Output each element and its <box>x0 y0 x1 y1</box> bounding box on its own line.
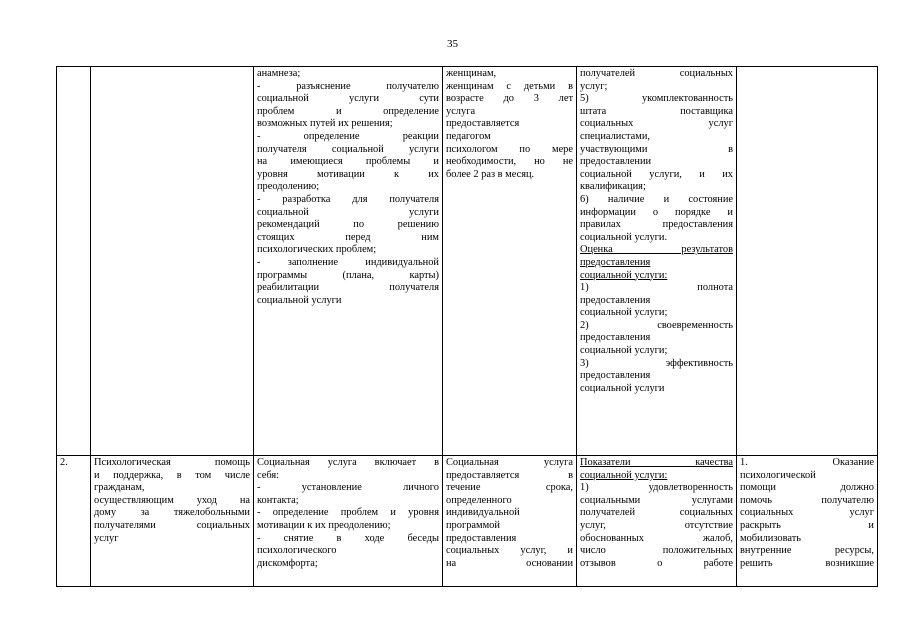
text-line: - установление личного <box>257 482 439 494</box>
text-line: психологом по мере <box>446 143 573 155</box>
cell-service-name <box>91 67 254 456</box>
cell-quality-indicators <box>577 67 737 456</box>
text-line: 6) наличие и состояние <box>580 193 733 205</box>
text-line: услуга <box>446 105 476 117</box>
text-line: программы (плана, карты) <box>257 269 439 281</box>
text-line: социальной услуги; <box>580 307 668 319</box>
text-line: число положительных <box>580 545 733 557</box>
text-line: Показатели качества <box>580 457 733 468</box>
text-line: социальной услуги, и их <box>580 168 733 180</box>
cell-conditions <box>737 456 878 587</box>
text-line: дискомфорта; <box>257 557 318 569</box>
text-line: социальными услугами <box>580 494 733 506</box>
services-table <box>56 66 878 587</box>
text-line: предоставляется в <box>446 469 573 481</box>
text-line: социальной услуги <box>257 206 439 218</box>
text-line: получателя социальной услуги <box>257 143 439 155</box>
text-line: и поддержка, в том числе <box>94 469 250 481</box>
cell-service-terms <box>443 67 577 456</box>
text-line: предоставляется <box>446 118 520 130</box>
text-line: обоснованных жалоб, <box>580 532 733 544</box>
text-line: женщинам с детьми в <box>446 80 573 92</box>
cell-service-description <box>254 456 443 587</box>
text-line: преодолению; <box>257 181 320 193</box>
text-line: получателей социальных <box>580 507 733 519</box>
text-line: - определение проблем и уровня <box>257 507 439 519</box>
text-line: индивидуальной <box>446 507 520 519</box>
text-line: проблем и определение <box>257 105 439 117</box>
text-line: на имеющиеся проблемы и <box>257 156 439 168</box>
text-line: социальных услуг <box>740 507 874 519</box>
text-line: - разъяснение получателю <box>257 80 439 92</box>
text-line: психологической <box>740 469 816 481</box>
table-row <box>57 456 878 587</box>
page-number: 35 <box>447 38 458 50</box>
text-line: квалификация; <box>580 181 646 193</box>
cell-number <box>57 67 91 456</box>
cell-service-name <box>91 456 254 587</box>
text-line: раскрыть и <box>740 519 874 531</box>
text-line: предоставления <box>446 532 517 544</box>
cell-conditions <box>737 67 878 456</box>
text-line: осуществляющим уход на <box>94 494 250 506</box>
text-line: информации о порядке и <box>580 206 733 218</box>
text-line: программой <box>446 519 500 531</box>
text-line: социальной услуги сути <box>257 93 439 105</box>
text-line: помощи должно <box>740 482 874 494</box>
text-line: участвующими в <box>580 143 733 155</box>
text-line: социальных услуг, и <box>446 545 573 557</box>
text-line: реабилитации получателя <box>257 282 439 294</box>
text-line: 1) удовлетворенность <box>580 482 733 494</box>
text-line: помочь получателю <box>740 494 874 506</box>
table-row <box>57 67 878 456</box>
text-line: контакта; <box>257 494 299 506</box>
text-line: - разработка для получателя <box>257 193 439 205</box>
text-line: гражданам, <box>94 482 145 494</box>
text-line: Оценка результатов <box>580 244 733 256</box>
text-line: предоставления <box>580 256 651 268</box>
text-line: социальных услуг <box>580 118 733 130</box>
text-line: Психологическая помощь <box>94 457 250 468</box>
text-line: возрасте до 3 лет <box>446 93 573 105</box>
text-line: предоставления <box>580 370 651 382</box>
text-line: дому за тяжелобольными <box>94 507 250 519</box>
text-line: социальной услуги: <box>580 469 668 481</box>
text-line: получателей социальных <box>580 68 733 79</box>
text-line: - определение реакции <box>257 130 439 142</box>
text-line: анамнеза; <box>257 68 301 79</box>
text-line: правилах предоставления <box>580 219 733 231</box>
text-line: - снятие в ходе беседы <box>257 532 439 544</box>
text-line: женщинам, <box>446 68 497 79</box>
text-line: внутренние ресурсы, <box>740 545 874 557</box>
text-line: социальной услуги. <box>580 231 668 243</box>
text-line: решить возникшие <box>740 557 874 569</box>
text-line: психологических проблем; <box>257 244 377 256</box>
text-line: предоставлении <box>580 156 652 168</box>
text-line: услуг, отсутствие <box>580 519 733 531</box>
text-line: стоящих перед ним <box>257 231 439 243</box>
text-line: получателями социальных <box>94 519 250 531</box>
text-line: специалистами, <box>580 130 650 142</box>
text-line: предоставления <box>580 294 651 306</box>
text-line: Социальная услуга включает в <box>257 457 439 468</box>
text-line: мотивации к их преодолению; <box>257 519 391 531</box>
text-line: социальной услуги: <box>580 269 668 281</box>
text-line: социальной услуги; <box>580 345 668 357</box>
text-line: социальной услуги <box>257 294 342 306</box>
text-line: мобилизовать <box>740 532 801 544</box>
text-line: определенного <box>446 494 512 506</box>
text-line: психологического <box>257 545 337 557</box>
text-line: 2) своевременность <box>580 319 733 331</box>
text-line: - заполнение индивидуальной <box>257 256 439 268</box>
text-line: отзывов о работе <box>580 557 733 569</box>
text-line: течение срока, <box>446 482 573 494</box>
text-line: социальной услуги <box>580 382 665 394</box>
text-line: предоставления <box>580 332 651 344</box>
text-line: 3) эффективность <box>580 357 733 369</box>
text-line: возможных путей их решения; <box>257 118 393 130</box>
cell-service-terms <box>443 456 577 587</box>
text-line: 1. Оказание <box>740 457 874 468</box>
text-line: на основании <box>446 557 573 569</box>
text-line: услуг; <box>580 80 608 92</box>
text-line: педагогом <box>446 130 491 142</box>
text-line: более 2 раз в месяц. <box>446 168 535 180</box>
text-line: себя: <box>257 469 280 481</box>
cell-service-description <box>254 67 443 456</box>
text-line: услуг <box>94 532 119 544</box>
cell-number: 2. <box>57 456 91 587</box>
text-line: уровня мотивации к их <box>257 168 439 180</box>
text-line: штата поставщика <box>580 105 733 117</box>
text-line: рекомендаций по решению <box>257 219 439 231</box>
text-line: 5) укомплектованность <box>580 93 733 105</box>
text-line: Социальная услуга <box>446 457 573 468</box>
cell-quality-indicators <box>577 456 737 587</box>
text-line: необходимости, но не <box>446 156 573 168</box>
text-line: 1) полнота <box>580 282 733 294</box>
